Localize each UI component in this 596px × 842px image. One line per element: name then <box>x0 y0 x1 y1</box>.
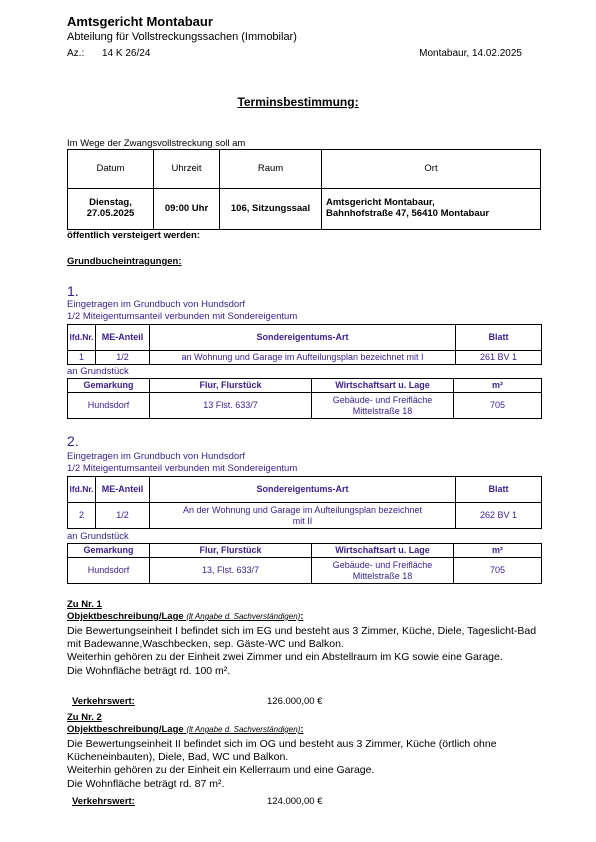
row-lfd-nr: 2 <box>68 503 96 529</box>
header-lfd-nr: lfd.Nr. <box>68 325 96 351</box>
department-name: Abteilung für Vollstreckungssachen (Immobilar) <box>67 31 297 43</box>
entry-2-number: 2. <box>67 433 79 449</box>
header-sondereigentum: Sondereigentums-Art <box>150 477 456 503</box>
row-wirtschaftsart-line1: Gebäude- und Freifläche <box>332 395 433 406</box>
description-1-label-colon: : <box>300 611 304 622</box>
row-blatt: 261 BV 1 <box>456 351 542 365</box>
header-place: Ort <box>322 150 541 189</box>
entry-2-line1: Eingetragen im Grundbuch von Hundsdorf <box>67 451 245 462</box>
grundbuch-heading: Grundbucheintragungen: <box>67 256 182 267</box>
auction-place-line2: Bahnhofstraße 47, 56410 Montabaur <box>326 208 490 219</box>
description-2-label-colon: : <box>300 724 304 735</box>
description-1-label-text: Objektbeschreibung/Lage <box>67 611 184 622</box>
row-sondereigentum-line1: An der Wohnung und Garage im Aufteilungsplan bezeichnet <box>183 505 422 516</box>
description-2-label <box>67 724 303 735</box>
description-1-text2: Weiterhin gehören zu der Einheit zwei Zimmer und ein Abstellraum im KG sowie eine Garage. <box>67 651 503 664</box>
auction-place-line1: Amtsgericht Montabaur, <box>326 197 435 209</box>
case-number: 14 K 26/24 <box>102 48 151 59</box>
header-gemarkung: Gemarkung <box>68 379 150 393</box>
description-2-body <box>67 738 537 791</box>
row-flur: 13, Flst. 633/7 <box>150 558 312 584</box>
header-date: Datum <box>68 150 154 189</box>
row-gemarkung: Hundsdorf <box>68 393 150 419</box>
row-blatt: 262 BV 1 <box>456 503 542 529</box>
row-sondereigentum-line2: mit II <box>292 515 313 526</box>
entry-1-parcel-table <box>67 378 542 419</box>
entry-2-ownership-table <box>67 476 542 529</box>
header-gemarkung: Gemarkung <box>68 544 150 558</box>
header-wirtschaftsart: Wirtschaftsart u. Lage <box>312 544 454 558</box>
entry-1-grundstueck-label: an Grundstück <box>67 366 129 377</box>
row-sondereigentum: an Wohnung und Garage im Aufteilungsplan bezeichnet mit I <box>150 351 456 365</box>
entry-1-line2: 1/2 Miteigentumsanteil verbunden mit Sondereigentum <box>67 311 298 322</box>
entry-2-line2: 1/2 Miteigentumsanteil verbunden mit Sondereigentum <box>67 463 298 474</box>
description-1-ref: Zu Nr. 1 <box>67 599 102 610</box>
row-flur: 13 Flst. 633/7 <box>150 393 312 419</box>
header-lfd-nr: lfd.Nr. <box>68 477 96 503</box>
entry-2-parcel-table <box>67 543 542 584</box>
auction-date <box>68 189 154 230</box>
description-1-text1: Die Bewertungseinheit I befindet sich im EG und besteht aus 3 Zimmer, Küche, Diele, Tageslicht-Bad mit Badewanne,Waschbecken, sep. Gäste-WC und Balkon. <box>67 625 537 651</box>
row-area: 705 <box>454 393 542 419</box>
header-sondereigentum: Sondereigentums-Art <box>150 325 456 351</box>
court-name: Amtsgericht Montabaur <box>67 14 213 29</box>
auction-room: 106, Sitzungssaal <box>220 189 322 230</box>
description-2-text1: Die Bewertungseinheit II befindet sich im OG und besteht aus 3 Zimmer, Küche (örtlich ohne Kücheneinbauten), Diele, Bad, WC und Balkon. <box>67 738 497 764</box>
header-me-anteil: ME-Anteil <box>96 325 150 351</box>
row-wirtschaftsart-line2: Mittelstraße 18 <box>352 570 413 581</box>
description-1-label-note: (lt Angabe d. Sachverständigen) <box>186 612 301 621</box>
description-2-ref: Zu Nr. 2 <box>67 712 102 723</box>
header-room: Raum <box>220 150 322 189</box>
row-me-anteil: 1/2 <box>96 503 150 529</box>
header-wirtschaftsart: Wirtschaftsart u. Lage <box>312 379 454 393</box>
description-2-text2: Weiterhin gehören zu der Einheit ein Kellerraum und eine Garage. <box>67 764 375 777</box>
document-title: Terminsbestimmung: <box>237 95 359 109</box>
header-blatt: Blatt <box>456 477 542 503</box>
place-date: Montabaur, 14.02.2025 <box>419 48 522 59</box>
description-2-value: 124.000,00 € <box>267 796 323 807</box>
description-2-value-label: Verkehrswert: <box>72 796 135 807</box>
description-1-body <box>67 625 537 678</box>
auction-date-value: 27.05.2025 <box>86 208 135 219</box>
auction-table <box>67 149 541 230</box>
case-number-label: Az.: <box>67 48 85 59</box>
entry-1-line1: Eingetragen im Grundbuch von Hundsdorf <box>67 299 245 310</box>
header-blatt: Blatt <box>456 325 542 351</box>
description-2-label-text: Objektbeschreibung/Lage <box>67 724 184 735</box>
description-1-text3: Die Wohnfläche beträgt rd. 100 m². <box>67 664 231 677</box>
auction-place <box>322 189 541 230</box>
row-wirtschaftsart <box>312 558 454 584</box>
header-flur: Flur, Flurstück <box>150 544 312 558</box>
row-me-anteil: 1/2 <box>96 351 150 365</box>
row-wirtschaftsart-line2: Mittelstraße 18 <box>352 405 413 416</box>
description-1-value: 126.000,00 € <box>267 696 323 707</box>
intro-text: Im Wege der Zwangsvollstreckung soll am <box>67 138 246 149</box>
description-1-label <box>67 611 303 622</box>
row-sondereigentum <box>150 503 456 529</box>
row-gemarkung: Hundsdorf <box>68 558 150 584</box>
header-area: m² <box>454 544 542 558</box>
entry-1-ownership-table <box>67 324 542 365</box>
description-1-value-label: Verkehrswert: <box>72 696 135 707</box>
row-area: 705 <box>454 558 542 584</box>
row-lfd-nr: 1 <box>68 351 96 365</box>
auction-date-weekday: Dienstag, <box>89 197 132 209</box>
header-area: m² <box>454 379 542 393</box>
row-wirtschaftsart <box>312 393 454 419</box>
header-me-anteil: ME-Anteil <box>96 477 150 503</box>
description-2-label-note: (lt Angabe d. Sachverständigen) <box>186 725 301 734</box>
auction-time: 09:00 Uhr <box>154 189 220 230</box>
row-wirtschaftsart-line1: Gebäude- und Freifläche <box>332 560 433 571</box>
entry-2-grundstueck-label: an Grundstück <box>67 531 129 542</box>
auction-note: öffentlich versteigert werden: <box>67 230 201 241</box>
entry-1-number: 1. <box>67 283 79 299</box>
description-2-text3: Die Wohnfläche beträgt rd. 87 m². <box>67 777 225 790</box>
header-flur: Flur, Flurstück <box>150 379 312 393</box>
header-time: Uhrzeit <box>154 150 220 189</box>
